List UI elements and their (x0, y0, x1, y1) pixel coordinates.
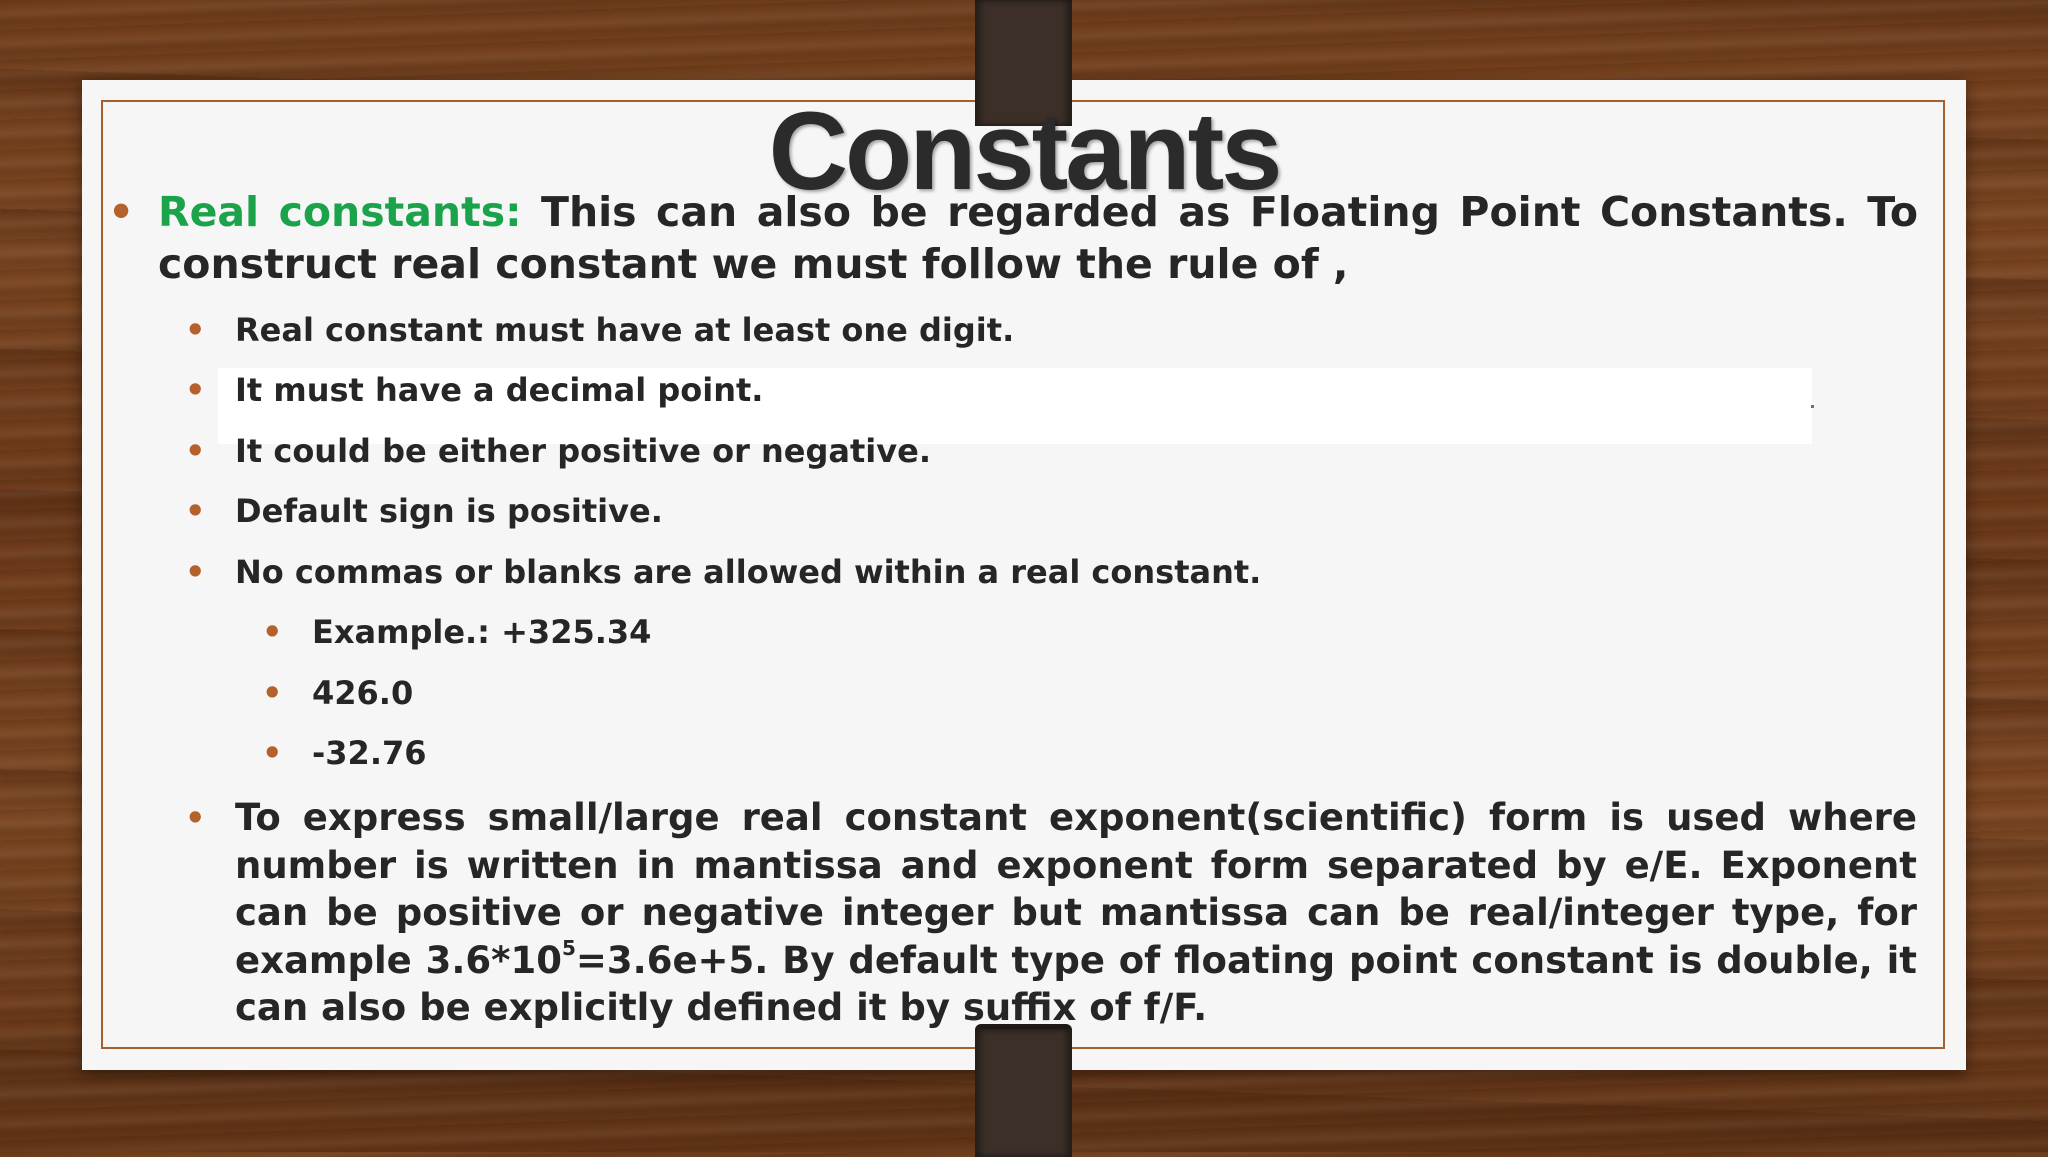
bullet-icon: • (185, 492, 206, 530)
bullet-icon: • (185, 371, 206, 409)
bullet-icon: • (262, 734, 283, 772)
intro-paragraph (158, 186, 1918, 290)
bullet-icon: • (185, 432, 206, 470)
intro-text: This can also be regarded as Floating Point Constants. To construct real constant we must follow the rule of , (158, 188, 1919, 288)
example-item: -32.76 (312, 734, 427, 772)
bullet-icon: • (262, 613, 283, 651)
exponent-superscript: 5 (561, 935, 576, 960)
rule-item: No commas or blanks are allowed within a real constant. (235, 553, 1262, 591)
rule-item: It could be either positive or negative. (235, 432, 931, 470)
bullet-icon: • (108, 188, 135, 236)
bullet-icon: • (185, 799, 206, 837)
rule-item: Real constant must have at least one digit. (235, 311, 1015, 349)
exponent-note-text: To express small/large real constant exponent(scientific) form is used where number is written in mantissa and exponent form separated by e/E. Exponent can be positive or negative integer but mantissa can be real/integer type, for example 3.6*10 (235, 796, 1917, 982)
intro-label: Real constants: (158, 188, 522, 236)
bullet-icon: • (262, 674, 283, 712)
slide-title: Constants (768, 90, 1280, 213)
bullet-icon: • (185, 553, 206, 591)
exponent-note-text-end: =3.6e+5. By default type of floating point constant is double, it can also be explicitly defined it by suffix of f/F. (235, 938, 1917, 1029)
example-item: Example.: +325.34 (312, 613, 652, 651)
example-item: 426.0 (312, 674, 414, 712)
rule-item: It must have a decimal point. (235, 371, 764, 409)
bullet-icon: • (185, 311, 206, 349)
exponent-note (235, 794, 1917, 1032)
rule-item: Default sign is positive. (235, 492, 663, 530)
